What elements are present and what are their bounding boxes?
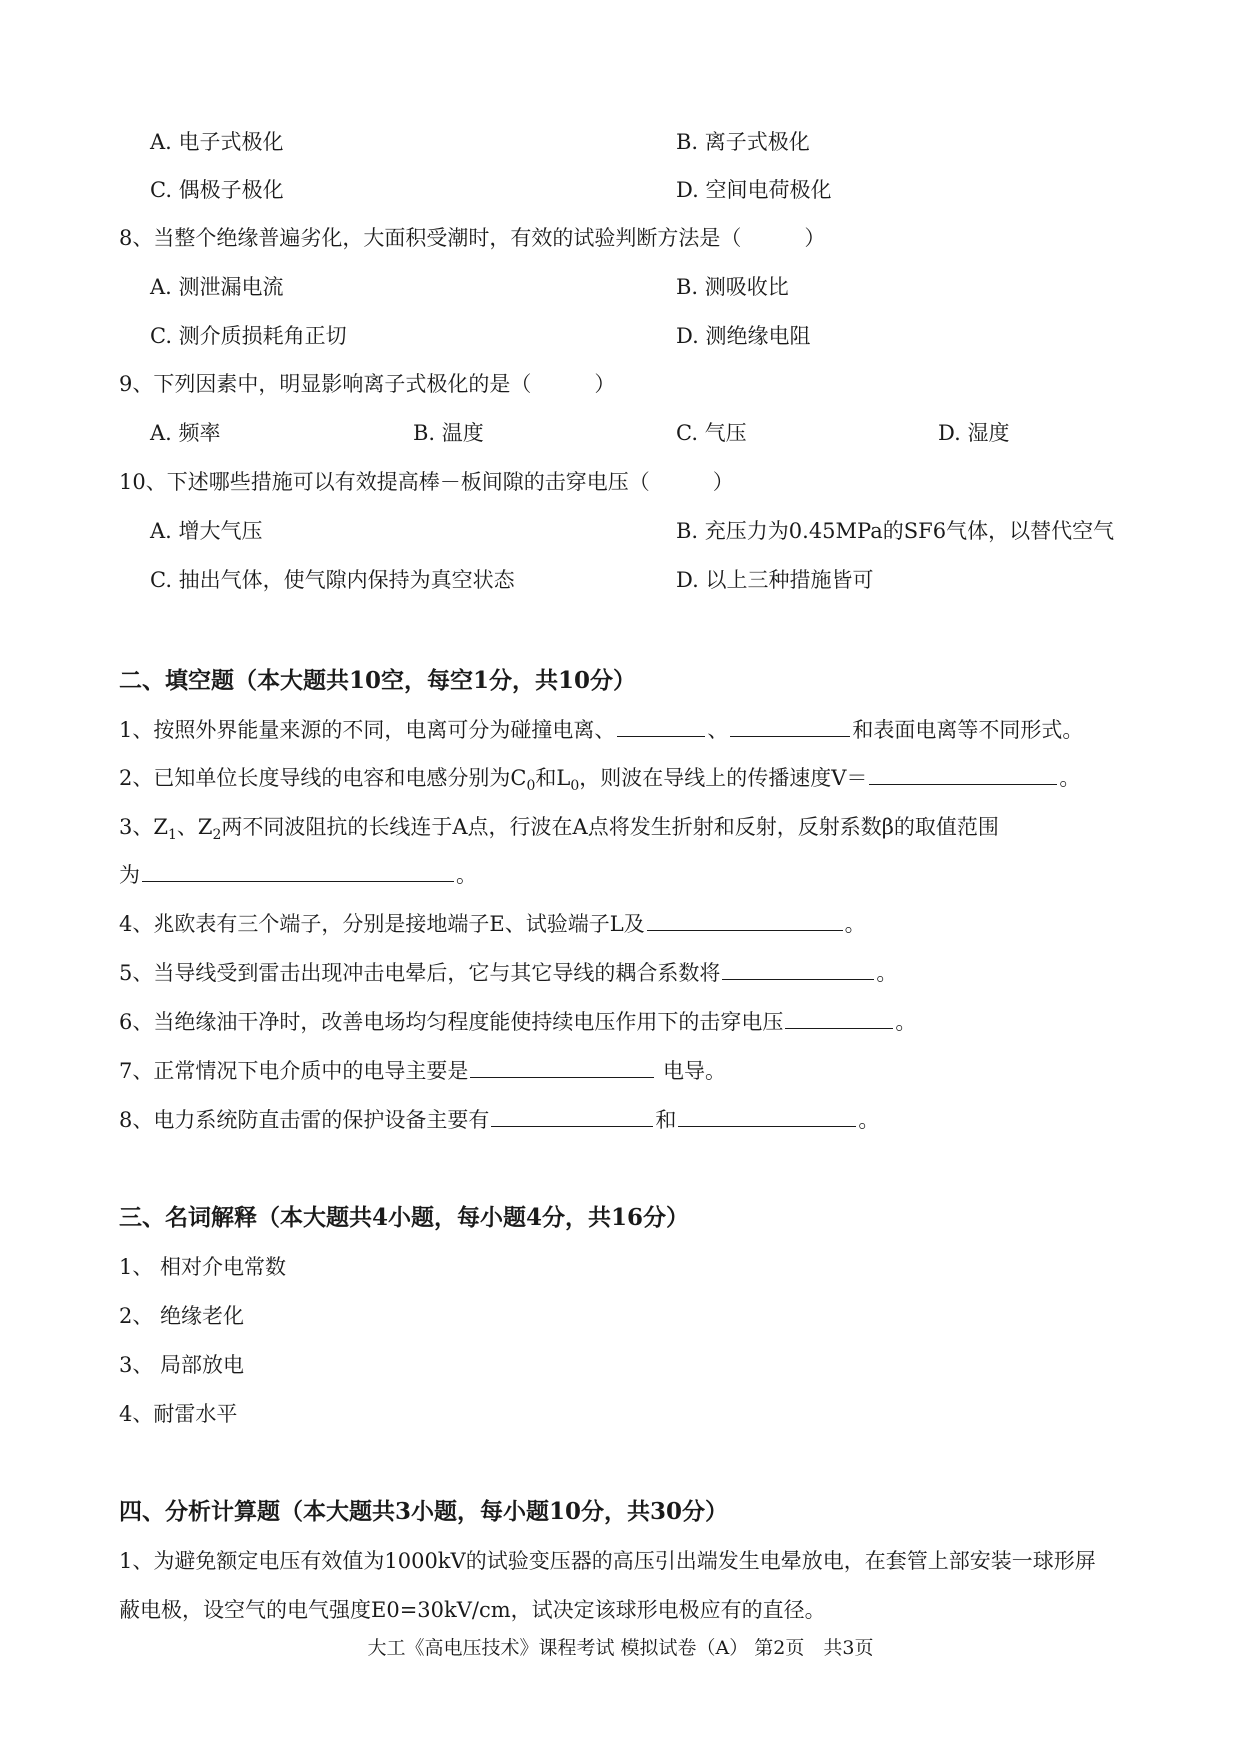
term-1: 1、 相对介电常数 [119,1255,287,1279]
section4-title: 四、分析计算题（本大题共3小题，每小题10分，共30分） [119,1498,729,1525]
fill-6-text: 6、当绝缘油干净时，改善电场均匀程度能使持续电压作用下的击穿电压 [119,1010,784,1034]
fill-2-sub-2: 0 [570,778,580,795]
fill-8-blank-1[interactable] [491,1106,653,1127]
q8-option-d: D. 测绝缘电阻 [676,324,811,348]
fill-3-cont [119,861,477,889]
fill-2-blank[interactable] [869,764,1057,785]
q7-option-b: B. 离子式极化 [676,130,810,154]
fill-2-text-a: 2、已知单位长度导线的电容和电感分别为C [119,766,527,790]
q10-option-d: D. 以上三种措施皆可 [676,568,874,592]
fill-3-blank[interactable] [142,861,454,882]
fill-8-end: 。 [858,1108,880,1132]
q8-stem: 8、当整个绝缘普遍劣化，大面积受潮时，有效的试验判断方法是（ ） [119,226,826,250]
term-4: 4、耐雷水平 [119,1402,238,1426]
q9-option-c: C. 气压 [676,421,747,445]
fill-1-sep: 、 [707,718,729,742]
fill-1-blank-1[interactable] [617,716,705,737]
q7-option-c: C. 偶极子极化 [150,178,284,202]
fill-2-sub-1: 0 [526,778,536,795]
fill-2 [119,764,1080,800]
fill-3-text-a: 3、Z [119,815,168,839]
fill-5-blank[interactable] [722,959,874,980]
fill-3-text-c: 为 [119,863,140,887]
page-footer: 大工《高电压技术》课程考试 模拟试卷（A） 第2页 共3页 [367,1637,874,1659]
q10-option-c: C. 抽出气体，使气隙内保持为真空状态 [150,568,515,592]
fill-8-mid: 和 [655,1108,677,1132]
fill-1-text-b: 和表面电离等不同形式。 [852,718,1084,742]
fill-2-text-mid: 和L [535,766,571,790]
fill-6-blank[interactable] [785,1008,893,1029]
fill-4-end: 。 [844,912,866,936]
q7-option-d: D. 空间电荷极化 [676,178,832,202]
fill-8-blank-2[interactable] [678,1106,856,1127]
q10-option-b: B. 充压力为0.45MPa的SF6气体，以替代空气 [676,519,1115,543]
fill-3-sub-2: 2 [212,827,222,844]
q9-stem: 9、下列因素中，明显影响离子式极化的是（ ） [119,372,616,396]
q10-stem: 10、下述哪些措施可以有效提高棒－板间隙的击穿电压（ ） [119,470,734,494]
q8-option-a: A. 测泄漏电流 [150,275,284,299]
fill-5 [119,959,897,987]
term-3: 3、 局部放电 [119,1353,245,1377]
fill-1 [119,716,1083,744]
fill-6 [119,1008,916,1036]
fill-8 [119,1106,879,1134]
fill-3-end: 。 [456,863,477,887]
fill-2-end: 。 [1059,766,1081,790]
problem-1-line-1: 1、为避免额定电压有效值为1000kV的试验变压器的高压引出端发生电晕放电，在套管上部安装一球形屏 [119,1549,1096,1573]
fill-3 [119,813,999,849]
fill-4-text: 4、兆欧表有三个端子，分别是接地端子E、试验端子L及 [119,912,645,936]
fill-3-sub-1: 1 [167,827,177,844]
fill-7-text: 7、正常情况下电介质中的电导主要是 [119,1059,469,1083]
section3-title: 三、名词解释（本大题共4小题，每小题4分，共16分） [119,1204,690,1231]
fill-1-text-a: 1、按照外界能量来源的不同，电离可分为碰撞电离、 [119,718,616,742]
fill-7-blank[interactable] [470,1057,654,1078]
q8-option-c: C. 测介质损耗角正切 [150,324,347,348]
problem-1-line-2: 蔽电极，设空气的电气强度E0=30kV/cm，试决定该球形电极应有的直径。 [119,1598,826,1622]
fill-6-end: 。 [895,1010,917,1034]
fill-1-blank-2[interactable] [730,716,850,737]
fill-5-text: 5、当导线受到雷击出现冲击电晕后，它与其它导线的耦合系数将 [119,961,721,985]
term-2: 2、 绝缘老化 [119,1304,245,1328]
q9-option-a: A. 频率 [150,421,221,445]
section2-title: 二、填空题（本大题共10空，每空1分，共10分） [119,667,637,694]
fill-7 [119,1057,726,1085]
fill-7-end: 电导。 [656,1059,727,1083]
fill-5-end: 。 [876,961,898,985]
q9-option-b: B. 温度 [413,421,484,445]
q7-option-a: A. 电子式极化 [150,130,284,154]
fill-2-text-b: ，则波在导线上的传播速度V＝ [579,766,868,790]
fill-4 [119,910,866,938]
q10-option-a: A. 增大气压 [150,519,263,543]
q8-option-b: B. 测吸收比 [676,275,789,299]
fill-3-text-mid: 、Z [176,815,213,839]
q9-option-d: D. 湿度 [938,421,1010,445]
fill-4-blank[interactable] [647,910,843,931]
fill-8-text: 8、电力系统防直击雷的保护设备主要有 [119,1108,490,1132]
fill-3-text-b: 两不同波阻抗的长线连于A点，行波在A点将发生折射和反射，反射系数β的取值范围 [221,815,999,839]
